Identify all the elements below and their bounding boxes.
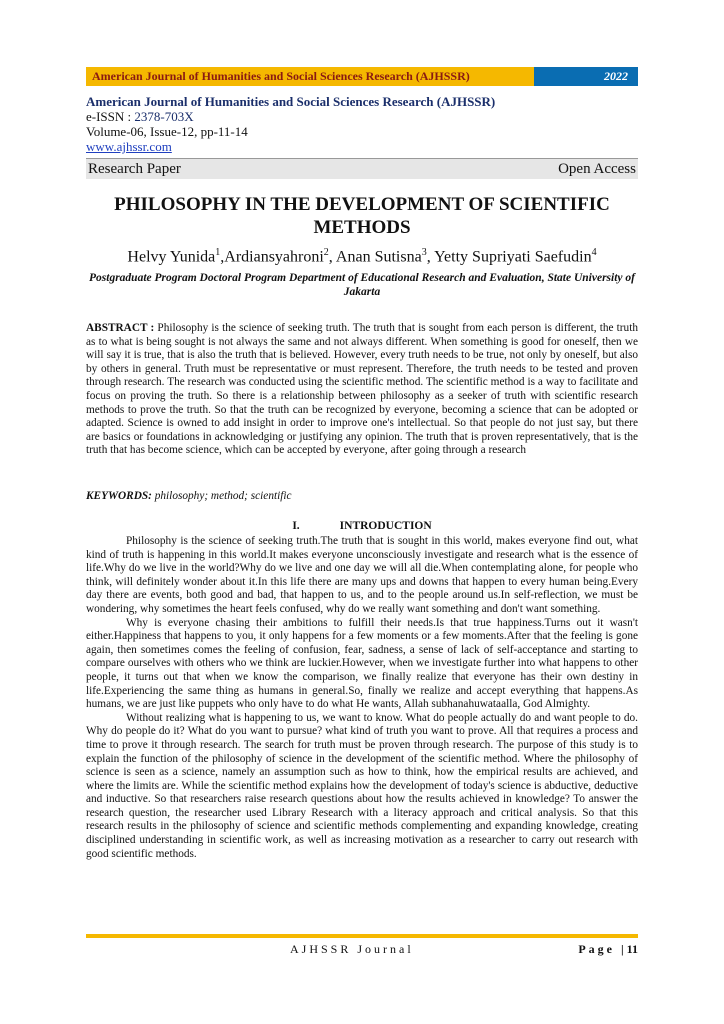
author-name: ,Ardiansyahroni <box>220 248 324 266</box>
abstract <box>86 322 638 458</box>
author-affiliation-mark: 4 <box>591 247 597 258</box>
banner-year: 2022 <box>604 69 628 83</box>
author-affiliation: Postgraduate Program Doctoral Program Department of Educational Research and Evaluation, State University of Jakarta <box>89 272 635 298</box>
banner-yellow-block <box>86 67 534 86</box>
author-affiliation-mark: 2 <box>323 247 329 258</box>
paper-type-bar <box>86 158 638 179</box>
journal-url-link[interactable]: www.ajhssr.com <box>86 139 172 154</box>
section-number: I. <box>292 520 300 532</box>
paragraph: Without realizing what is happening to us, we want to know. What do people actually do and want people to do. Why do people do it? What do you want to pursue? what kind of truth you want to prove. All that requires a process and time to prove it through research. The search for truth must be proven through research. The purpose of this study is to explain the function of the philosophy of science in the development of the scientific method. Where the philosophy of science is seen as a science, namely an assumption such as how to think, how the empirical results are achieved, and where the limits are. While the scientific method explains how the development of today's science is abductive, deductive and inductive. So that researchers raise research questions about how the results achieved in knowledge? To answer the research question, the researcher used Library Research with a literacy approach and critical analysis. So that this research results in the philosophy of science and scientific methods complementing and expanding knowledge, creating disciplined understanding in scientific work, as well as increasing motivation as a researcher to carry out research with good scientific methods. <box>86 711 638 860</box>
page-label: Page | <box>578 942 627 956</box>
section-heading <box>86 520 638 532</box>
footer-divider <box>86 934 638 938</box>
abstract-text: Philosophy is the science of seeking truth. The truth that is sought from each person is different, the truth as to what is being sought is not always the same and not always different. When something is good for oneself, then we will say it is true, that is also the truth that is believed. However, every truth needs to be true, not only by oneself, but also by others in general. Truth must be representative or must represent. Therefore, the truth needs to be tested and proven through research. The research was conducted using the scientific method. The scientific method is a way to facilitate and focus on proving the truth. So there is a relationship between philosophy as a seeker of truth with scientific research methods to prove the truth. So that the truth can be recognized by everyone, becoming a science that can be adopted or adapted. Science is owned to add insight in order to improve one's intellectual. So that people do not just say, but there are basics or foundations in acknowledging or justifying any opinion. The truth that is proven representatively, that is the truth that has become science, which can be accepted by everyone, after going through a research <box>86 322 638 457</box>
paper-title: PHILOSOPHY IN THE DEVELOPMENT OF SCIENTIFIC METHODS <box>114 194 610 238</box>
author-list <box>86 247 638 266</box>
page-number-block <box>578 942 638 957</box>
footer-journal: AJHSSR Journal <box>290 942 414 956</box>
eissn-label: e-ISSN : <box>86 109 135 124</box>
banner-journal-title: American Journal of Humanities and Social Sciences Research (AJHSSR) <box>92 69 470 83</box>
author-name: Helvy Yunida <box>127 248 216 266</box>
page-number: 11 <box>626 942 638 956</box>
introduction-body <box>86 535 638 861</box>
keywords-label: KEYWORDS: <box>86 490 155 502</box>
author-affiliation-mark: 1 <box>215 247 221 258</box>
volume-line: Volume-06, Issue-12, pp-11-14 <box>86 124 248 139</box>
access-type: Open Access <box>558 161 636 177</box>
keywords <box>86 490 638 502</box>
paragraph: Why is everyone chasing their ambitions to fulfill their needs.Is that true happiness.Turns out it wasn't either.Happiness that happens to you, it only happens for a few moments or a few moments.After that the feeling is gone again, then sometimes comes the feeling of confusion, fear, sadness, a sense of lack of self-acceptance and starting to compare ourselves with others who we think are luckier.However, when we investigate further into what happens to other people, it turns out that when we know the comparison, we finally realize that everyone has their own destiny in life.Experiencing the same thing as humans in general.So, finally we realize and accept everything that happens.As humans, we are just like puppets who only have to do what He wants, Allah subhanahuwataalla, God Almighty. <box>86 616 638 711</box>
paragraph: Philosophy is the science of seeking truth.The truth that is sought in this world, makes everyone find out, what kind of truth is happening in this world.It makes everyone unconsciously investigate and research what is the essence of life.Why do we live in the world?Why do we live and one day we will all die.When contemplating alone, for people who think, will definitely wonder about it.In this life there are many ups and downs that happen to every human being.Every day there are events, both good and bad, that happen to us, and to the people around us.In self-reflection, we must be wondering, why sometimes the heart feels confused, why do we really want something and don't want something. <box>86 535 638 615</box>
eissn-line <box>86 109 638 124</box>
abstract-label: ABSTRACT : <box>86 322 158 334</box>
journal-banner <box>86 67 638 86</box>
eissn-value: 2378-703X <box>134 109 194 124</box>
journal-name: American Journal of Humanities and Social Sciences Research (AJHSSR) <box>86 94 496 109</box>
keywords-text: philosophy; method; scientific <box>154 490 292 502</box>
paper-type: Research Paper <box>88 161 181 177</box>
banner-blue-block <box>534 67 638 86</box>
author-name: , Yetty Supriyati Saefudin <box>426 248 592 266</box>
section-title: INTRODUCTION <box>339 520 432 532</box>
author-affiliation-mark: 3 <box>421 247 427 258</box>
journal-info <box>86 94 638 154</box>
author-name: , Anan Sutisna <box>328 248 422 266</box>
